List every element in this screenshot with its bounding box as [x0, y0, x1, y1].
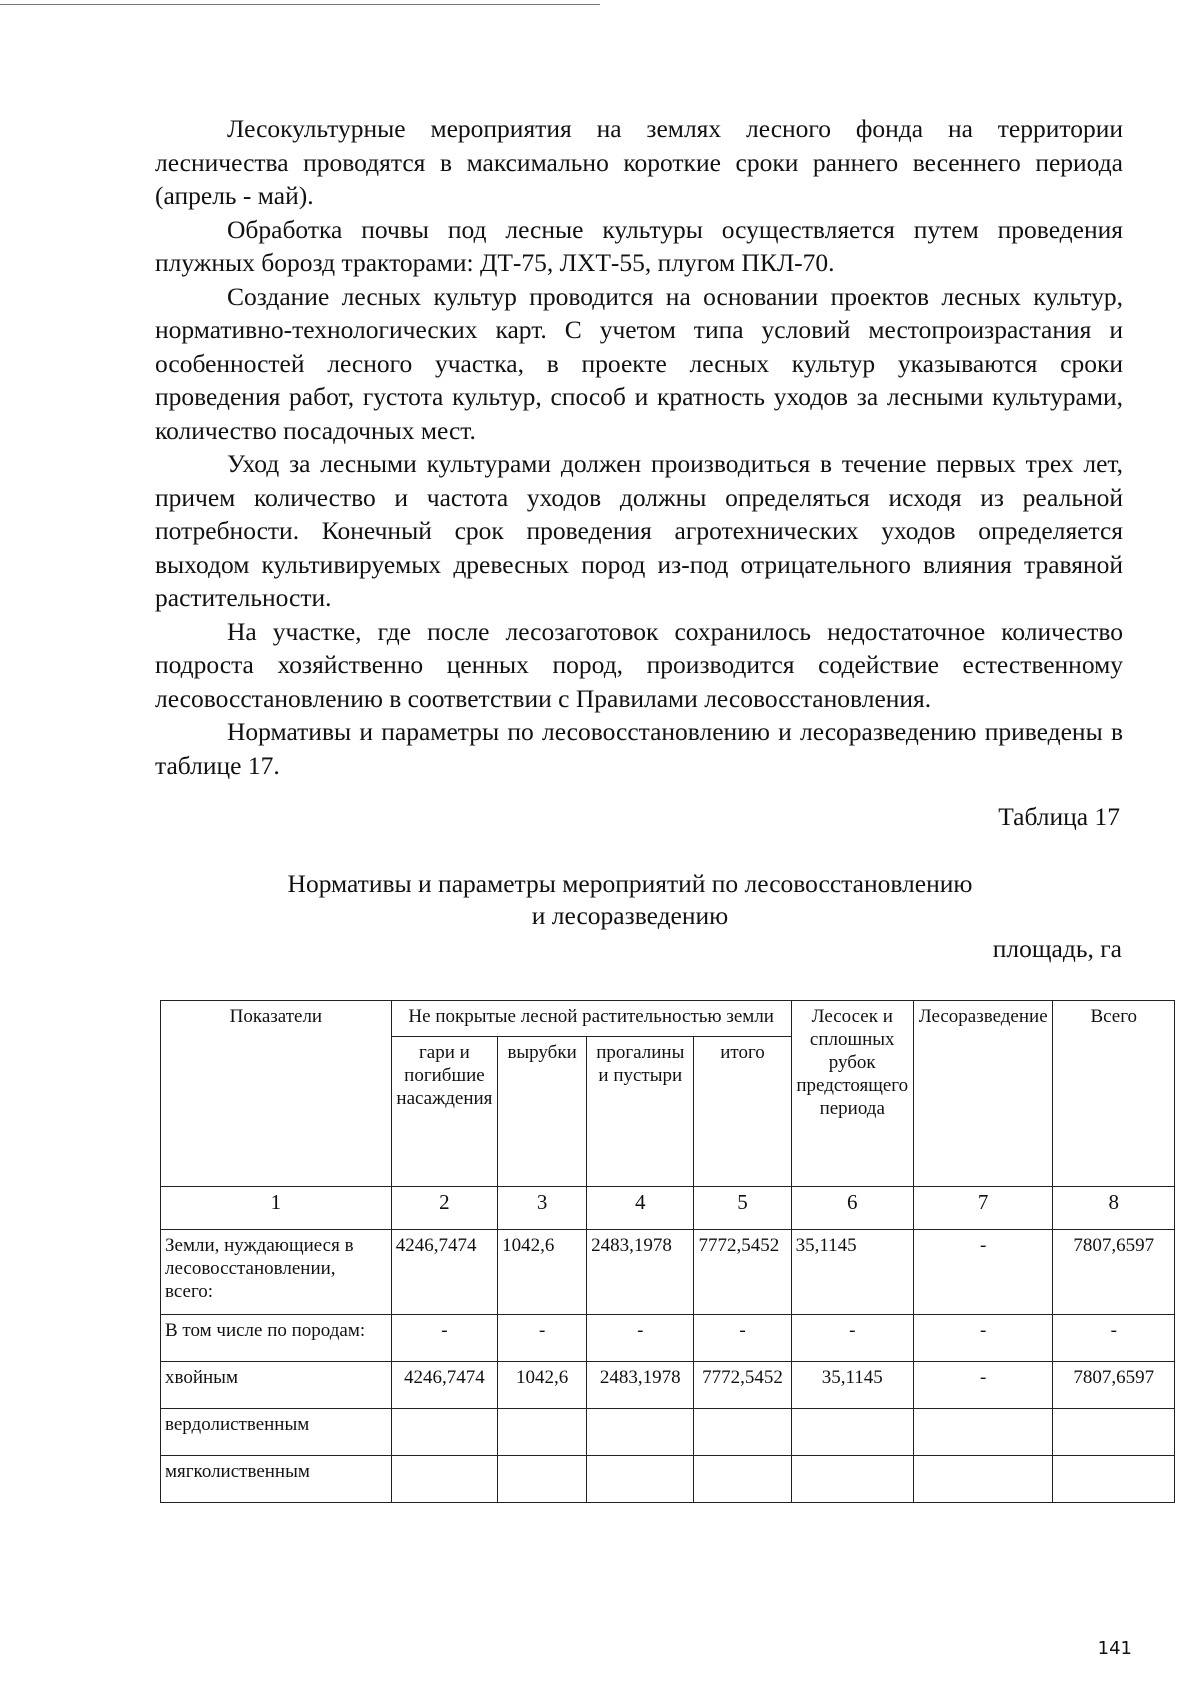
table-cell [694, 1409, 791, 1456]
table-cell: - [791, 1315, 913, 1362]
header-afforestation: Лесоразведение [913, 1001, 1053, 1187]
table-cell: 7807,6597 [1053, 1362, 1175, 1409]
table-cell [391, 1409, 497, 1456]
header-cuttings: вырубки [498, 1037, 587, 1187]
unit-label: площадь, га [992, 934, 1122, 963]
table-row [161, 1230, 1175, 1315]
header-glades: прогалины и пустыри [587, 1037, 694, 1187]
table-cell [913, 1409, 1053, 1456]
table-row [161, 1409, 1175, 1456]
column-number: 5 [694, 1187, 791, 1230]
header-total: Всего [1053, 1001, 1175, 1187]
column-number: 6 [791, 1187, 913, 1230]
row-label: В том числе по породам: [161, 1315, 392, 1362]
paragraph: Нормативы и параметры по лесовосстановлению и лесоразведению приведены в таблице 17. [155, 717, 1123, 780]
paragraph: Лесокультурные мероприятия на землях лесного фонда на территории лесничества проводятся в максимально короткие сроки раннего весеннего периода (апрель - май). [155, 114, 1123, 210]
table-row [161, 1315, 1175, 1362]
table-cell [1053, 1456, 1175, 1503]
header-subtotal: итого [694, 1037, 791, 1187]
norms-table [160, 1000, 1175, 1503]
column-number: 1 [161, 1187, 392, 1230]
table-caption: Таблица 17 [998, 802, 1120, 831]
paragraph: Создание лесных культур проводится на основании проектов лесных культур, нормативно-технологических карт. С учетом типа условий местопроизрастания и особенностей лесного участка, в проекте лесных культур указываются сроки проведения работ, густота культур, способ и кратность уходов за лесными культурами, количество посадочных мест. [155, 281, 1123, 445]
paragraph: Обработка почвы под лесные культуры осуществляется путем проведения плужных борозд тракторами: ДТ-75, ЛХТ-55, плугом ПКЛ-70. [155, 214, 1123, 277]
column-number: 3 [498, 1187, 587, 1230]
table-cell [791, 1456, 913, 1503]
column-number: 7 [913, 1187, 1053, 1230]
table-title-line: Нормативы и параметры мероприятий по лесовосстановлению [287, 869, 973, 898]
table-cell: - [587, 1315, 694, 1362]
table-cell: - [694, 1315, 791, 1362]
table-cell [587, 1456, 694, 1503]
page-number: 141 [1097, 1638, 1132, 1659]
top-rule [0, 4, 600, 5]
row-label: Земли, нуждающиеся в лесовосстановлении, всего: [161, 1230, 392, 1315]
table-cell: 35,1145 [791, 1362, 913, 1409]
header-not-covered: Не покрытые лесной растительностью земли [391, 1001, 791, 1037]
table-cell [498, 1409, 587, 1456]
column-number-row [161, 1187, 1175, 1230]
table-cell: 4246,7474 [391, 1362, 497, 1409]
table-cell: - [498, 1315, 587, 1362]
table-cell: - [391, 1315, 497, 1362]
table-cell [791, 1409, 913, 1456]
paragraph: На участке, где после лесозаготовок сохранилось недостаточное количество подроста хозяйственно ценных пород, производится содействие естественному лесовосстановлению в соответствии с Правилами лесовосстановления. [155, 616, 1123, 713]
table-cell: 4246,7474 [391, 1230, 497, 1315]
table-cell: - [913, 1362, 1053, 1409]
header-fires: гари и погибшие насаждения [391, 1037, 497, 1187]
table-cell: 35,1145 [791, 1230, 913, 1315]
row-label: хвойным [161, 1362, 392, 1409]
header-clear-cuts: Лесосек и сплошных рубок предстоящего периода [791, 1001, 913, 1187]
table-cell: 7772,5452 [694, 1230, 791, 1315]
table-row [161, 1456, 1175, 1503]
table-cell: - [913, 1230, 1053, 1315]
table-cell [1053, 1409, 1175, 1456]
table-title-line: и лесоразведению [531, 901, 729, 930]
table-cell [694, 1456, 791, 1503]
table-cell [498, 1456, 587, 1503]
table-cell: - [913, 1315, 1053, 1362]
column-number: 4 [587, 1187, 694, 1230]
paragraph: Уход за лесными культурами должен производиться в течение первых трех лет, причем количество и частота уходов должны определяться исходя из реальной потребности. Конечный срок проведения агротехнических уходов определяется выходом культивируемых древесных пород из-под отрицательного влияния травяной растительности. [155, 449, 1123, 612]
table-cell: 2483,1978 [587, 1230, 694, 1315]
row-label: вердолиственным [161, 1409, 392, 1456]
table-row [161, 1362, 1175, 1409]
table-cell [587, 1409, 694, 1456]
table-cell: 7772,5452 [694, 1362, 791, 1409]
table-cell: 7807,6597 [1053, 1230, 1175, 1315]
table-cell [391, 1456, 497, 1503]
column-number: 2 [391, 1187, 497, 1230]
body-text [155, 112, 1123, 782]
table-cell [913, 1456, 1053, 1503]
header-indicators: Показатели [161, 1001, 392, 1187]
table-cell: 2483,1978 [587, 1362, 694, 1409]
table-cell: 1042,6 [498, 1230, 587, 1315]
table-title [230, 868, 1030, 932]
table-cell: - [1053, 1315, 1175, 1362]
row-label: мягколиственным [161, 1456, 392, 1503]
column-number: 8 [1053, 1187, 1175, 1230]
table-cell: 1042,6 [498, 1362, 587, 1409]
